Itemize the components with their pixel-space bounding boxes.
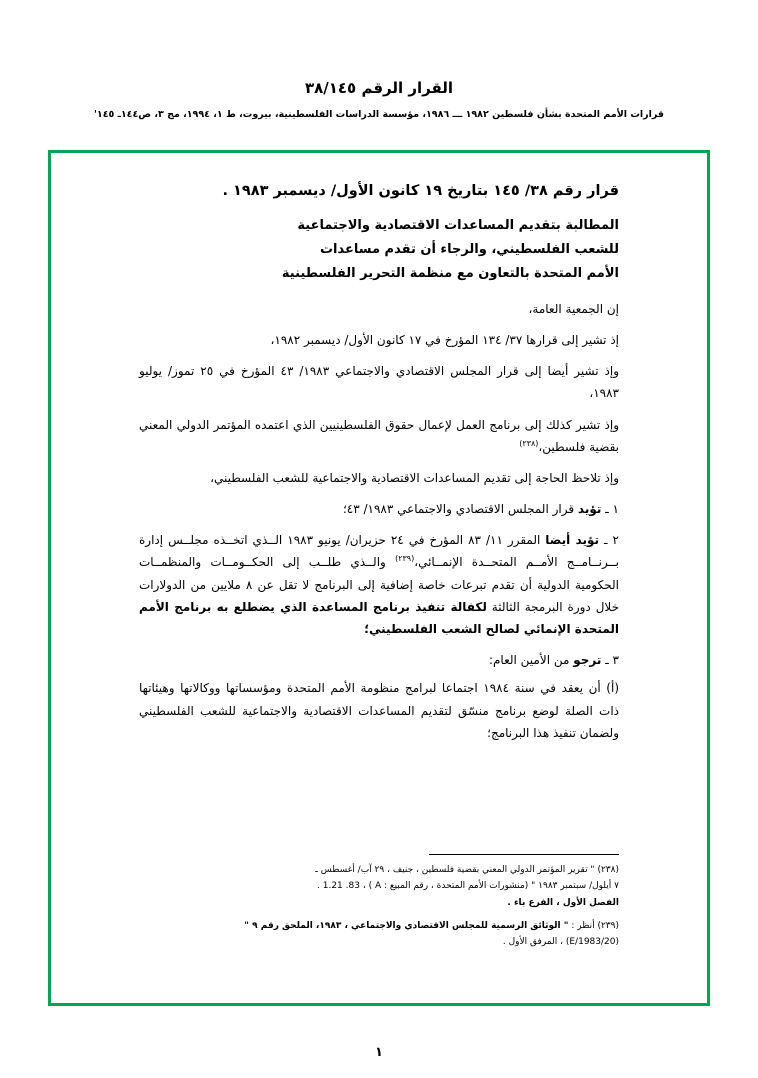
resolution-subtitle-line-1: المطالبة بتقديم المساعدات الاقتصادية والاجتماعية [297, 217, 619, 233]
footnote-239-title: " الوثائق الرسمية للمجلس الاقتصادي والاجتماعي ، ١٩٨٣، الملحق رقم ٩ " [244, 920, 569, 931]
resolution-subtitle-line-3: الأمم المتحدة بالتعاون مع منظمة التحرير الفلسطينية [281, 265, 619, 281]
page-number: ١ [375, 1045, 383, 1060]
footnote-ref-238: (٢٣٨) [519, 438, 539, 448]
footnote-239 [139, 918, 619, 951]
operative-3-text: من الأمين العام: [488, 653, 574, 668]
operative-1-text: قرار المجلس الاقتصادي والاجتماعي ١٩٨٣/ ٤٣؛ [342, 502, 578, 517]
resolution-subtitle-line-2: للشعب الفلسطيني، والرجاء أن تقدم مساعدات [319, 241, 619, 257]
footnote-238-line3: الفصل الأول ، الفرع باء . [507, 898, 619, 909]
operative-2-number: ٢ ـ [604, 533, 619, 548]
operative-2-text-cont: والــذي طلــب إلى الحكــومــات والمنظمــات الحكومية الدولية أن تقدم تبرعات خاصة إضافية إلى البرنامج لا تقل عن ٨ ملايين من الدولارات خلال دورة البرمجة الثالثة [139, 555, 619, 614]
footnote-239-prefix: أنظر : [568, 920, 595, 931]
preamble-clause-4: وإذ تلاحظ الحاجة إلى تقديم المساعدات الاقتصادية والاجتماعية للشعب الفلسطيني، [210, 470, 619, 485]
operative-clause-1 [139, 498, 619, 520]
operative-clause-2 [139, 529, 619, 640]
footnote-ref-239: (٢٣٩) [395, 554, 415, 564]
footnote-239-line2: (E/1983/20) ، المرفق الأول . [502, 937, 619, 948]
resolution-heading: قرار رقم ٣٨/ ١٤٥ بتاريخ ١٩ كانون الأول/ ديسمبر ١٩٨٣ . [222, 183, 619, 199]
preamble-clause-3-text: وإذ تشير كذلك إلى برنامج العمل لإعمال حقوق الفلسطينيين الذي اعتمده المؤتمر الدولي المعني بقضية فلسطين، [139, 417, 619, 454]
operative-2-lead: تؤيد أيضا [545, 533, 600, 548]
footnote-238-line1: " تقرير المؤتمر الدولي المعني بقضية فلسطين ، جنيف ، ٢٩ آب/ أغسطس ـ [315, 864, 595, 875]
resolution-subtitle [139, 214, 619, 286]
operative-2-bold-segment: لكفالة تنفيذ برنامج المساعدة الذي يضطلع به برنامج الأمم المتحدة الإنمائي لصالح الشعب الفلسطيني؛ [139, 599, 619, 637]
footnote-238-line2: ٧ أيلول/ سبتمبر ١٩٨٣ " (منشورات الأمم المتحدة ، رقم المبيع : A ) ، 1.21 .83 . [317, 881, 619, 892]
content-frame [48, 150, 710, 1006]
operative-3-subitem-a: (أ) أن يعقد في سنة ١٩٨٤ اجتماعا لبرامج منظومة الأمم المتحدة ومؤسساتها ووكالاتها وهيئاتها ذات الصلة لوضع برنامج منسّق لتقديم المساعدات الاقتصادية والاجتماعية للشعب الفلسطيني ولضمان تنفيذ هذا البرنامج؛ [139, 681, 620, 740]
footnotes-section [139, 854, 619, 957]
footnote-238 [139, 862, 619, 912]
operative-1-lead: تؤيد [577, 502, 602, 517]
page-title: القرار الرقم ٣٨/١٤٥ [304, 79, 454, 97]
footnote-239-marker: (٢٣٩) [597, 920, 619, 931]
operative-1-number: ١ ـ [605, 502, 619, 517]
document-header [0, 0, 758, 122]
footnote-divider [429, 854, 619, 855]
preamble-clause-1: إذ تشير إلى قرارها ٣٧/ ١٣٤ المؤرخ في ١٧ كانون الأول/ ديسمبر ١٩٨٢، [270, 332, 619, 347]
preamble-clause-2: وإذ تشير أيضا إلى قرار المجلس الاقتصادي والاجتماعي ١٩٨٣/ ٤٣ المؤرخ في ٢٥ تموز/ يوليو ١٩٨٣، [139, 364, 619, 401]
operative-2-text: المقرر ١١/ ٨٣ المؤرخ في ٢٤ حزيران/ يونيو ١٩٨٣ الــذي اتخــذه مجلــس إدارة بــرنــامــج الأمــم المتحــدة الإنمــائي، [139, 533, 620, 570]
source-citation: قرارات الأمم المتحدة بشأن فلسطين ١٩٨٢ ـــ ١٩٨٦، مؤسسة الدراسات الفلسطينية، بيروت، ط ١، ١٩٩٤، مج ٣، ص١٤٤ـ ١٤٥' [93, 109, 664, 120]
preamble-clause-3 [139, 414, 619, 458]
footnote-238-marker: (٢٣٨) [597, 864, 619, 875]
operative-3-number: ٣ ـ [605, 653, 619, 668]
resolution-body [139, 298, 619, 744]
operative-clause-3 [139, 649, 619, 671]
preamble-opening: إن الجمعية العامة، [528, 301, 619, 316]
operative-3-lead: ترجو [573, 653, 602, 668]
